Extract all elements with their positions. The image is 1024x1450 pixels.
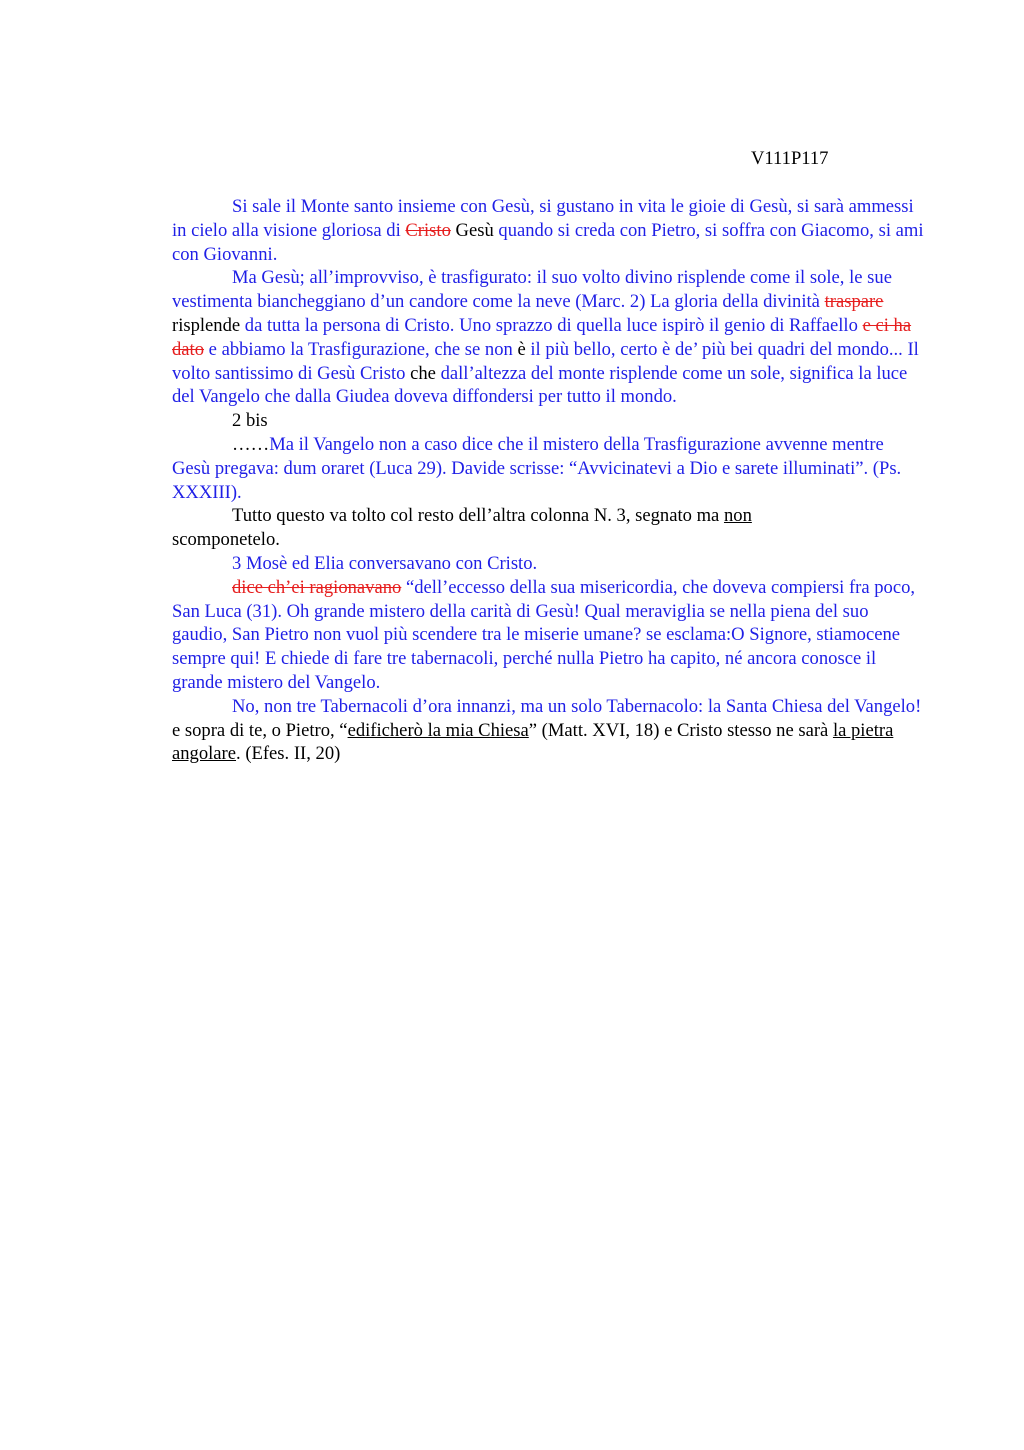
text-span: il più bello, certo è de’ più bei quadri del mondo... Il volto santissimo di Gesù Cristo [172,338,919,384]
text-span: che [410,362,436,384]
document-body [172,195,926,766]
text-span: “dell’eccesso della sua misericordia, che doveva compiersi fra poco, San Luca (31). Oh grande mistero della carità di Gesù! Qual meraviglia se nella piena del suo gaudio, San Pietro non vuol più scendere tra le miserie umane? se esclama:O Signore, stiamocene sempre qui! E chiede di fare tre tabernacoli, perché nulla Pietro ha capito, né ancora conosce il grande mistero del Vangelo. [172,576,916,693]
deleted-text: Cristo [405,219,451,241]
underlined-text: non [723,505,752,527]
text-span: …… [232,433,270,455]
text-span: dall’altezza del monte risplende come un sole, significa la luce del Vangelo che dalla Giudea doveva diffondersi per tutto il mondo. [172,362,908,408]
page-reference: V111P117 [751,148,829,169]
text-span: è [517,338,526,360]
paragraph [172,409,926,433]
deleted-text: e ci ha dato [172,314,912,360]
text-span: ” (Matt. XVI, 18) e Cristo stesso ne sarà [528,719,833,741]
text-span: e sopra di te, o Pietro, “ [172,719,348,741]
text-span: scomponetelo. [172,529,280,551]
text-span: Gesù [450,219,494,241]
text-span: e abbiamo la Trasfigurazione, che se non [204,338,518,360]
text-span: 3 Mosè ed Elia conversavano con Cristo. [232,552,538,574]
text-span: quando si creda con Pietro, si soffra con Giacomo, si ami con Giovanni. [172,219,924,265]
paragraph [172,576,926,695]
text-span: Si sale il Monte santo insieme con Gesù, si gustano in vita le gioie di Gesù, si sarà ammessi in cielo alla visione gloriosa di [172,196,914,241]
deleted-text: traspare [824,291,884,313]
paragraph [172,552,926,576]
text-span: 2 bis [232,410,268,432]
text-span: risplende [172,314,241,336]
underlined-text: edificherò la mia Chiesa [347,719,529,741]
text-span: Ma il Vangelo non a caso dice che il mistero della Trasfigurazione avvenne mentre Gesù pregava: dum oraret (Luca 29). Davide scrisse: “Avvicinatevi a Dio e sarete illuminati”. (Ps. XXXIII). [172,433,902,503]
text-span: Tutto questo va tolto col resto dell’altra colonna N. 3, segnato ma [232,505,724,527]
paragraph [172,504,926,552]
text-span: . (Efes. II, 20) [236,743,341,765]
text-span: da tutta la persona di Cristo. Uno sprazzo di quella luce ispirò il genio di Raffaello [240,314,863,336]
paragraph [172,433,926,504]
paragraph [172,695,926,766]
text-span: Ma Gesù; all’improvviso, è trasfigurato: il suo volto divino risplende come il sole, le sue vestimenta biancheggiano d’un candore come la neve (Marc. 2) La gloria della divinità [172,267,892,313]
deleted-text: dice ch’ei ragionavano [232,576,402,598]
underlined-text: la pietra angolare [172,719,894,765]
text-span: No, non tre Tabernacoli d’ora innanzi, ma un solo Tabernacolo: la Santa Chiesa del Vangelo! [232,695,922,717]
paragraph [172,195,926,266]
paragraph [172,266,926,409]
